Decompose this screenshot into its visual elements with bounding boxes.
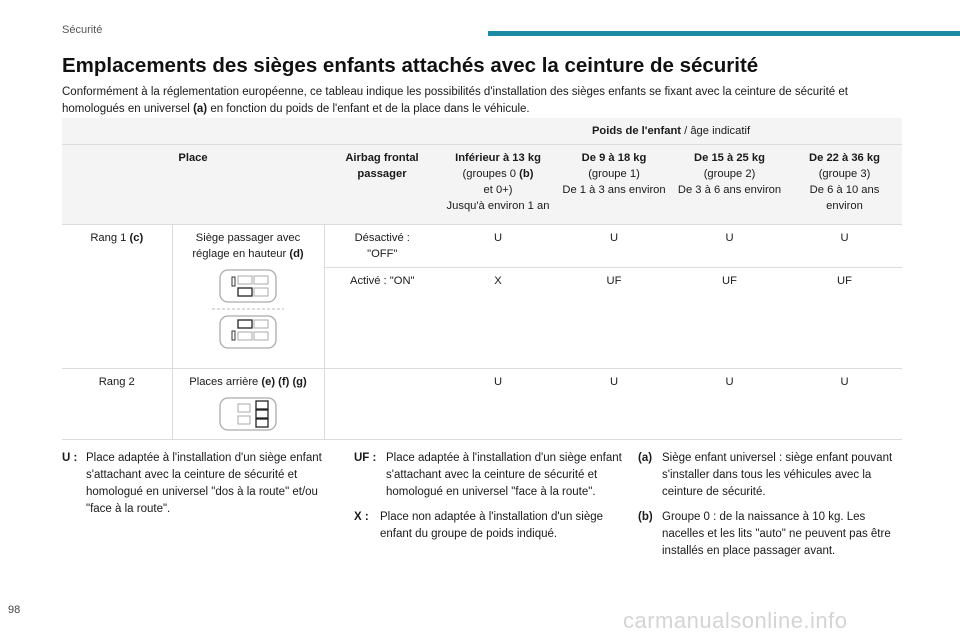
rear-seats-car-icon [210,396,286,434]
row2-place [172,369,324,440]
page-title: Emplacements des sièges enfants attachés avec la ceinture de sécurité [62,54,759,77]
watermark: carmanualsonline.info [623,608,848,633]
legend-x-key: X : [354,511,369,523]
col-g0-groups-2: et 0+) [483,184,513,196]
col-airbag: Airbag frontal passager [324,145,440,225]
row2-place-ref: (e) (f) (g) [261,376,307,388]
col-group-2 [672,145,787,225]
col-g0-weight: Inférieur à 13 kg [455,152,541,164]
row2-g3: U [787,369,902,440]
weight-header-rest: / âge indicatif [681,125,751,137]
row1-on-g1: UF [556,268,672,369]
col-g1-weight: De 9 à 18 kg [581,152,647,164]
row1-airbag-on: Activé : "ON" [324,268,440,369]
row1-rank-ref: (c) [129,232,144,244]
col-g0-ref: (b) [519,168,534,180]
row2-g0: U [440,369,556,440]
col-g0-groups [444,166,552,182]
row2-airbag-empty [324,369,440,440]
row1-off-g2: U [672,225,787,268]
legend-b-key: (b) [638,511,653,523]
legend-x [354,509,624,543]
legend-uf-key: UF : [354,452,377,464]
accent-bar [488,31,960,36]
col-g3-weight: De 22 à 36 kg [809,152,880,164]
section-title: Sécurité [62,24,103,36]
legend-a [638,450,902,501]
legend-col-1 [62,450,340,526]
row1-rank-text: Rang 1 [90,232,130,244]
row1-on-g3: UF [787,268,902,369]
child-seat-table [62,118,902,440]
legend-col-3 [638,450,902,568]
col-g1-group: (groupe 1) [588,168,640,180]
row1-off-g0: U [440,225,556,268]
intro-text: Conformément à la réglementation européenne, ce tableau indique les possibilités d'installation des sièges enfants se fixant avec la ceinture de sécurité et homologués en universel [62,86,848,115]
row2-place-label [177,374,320,390]
legend-uf-text: Place adaptée à l'installation d'un siège enfant s'attachant avec la ceinture de sécurité et homologué en universel "face à la route". [386,452,622,498]
col-g3-age: De 6 à 10 ans environ [809,184,880,212]
intro-ref: (a) [193,103,208,115]
legend-b-text: Groupe 0 : de la naissance à 10 kg. Les nacelles et les lits "auto" ne peuvent pas être installés en place passager avant. [662,511,891,557]
page-number: 98 [8,604,21,616]
legend-x-text: Place non adaptée à l'installation d'un siège enfant du groupe de poids indiqué. [380,511,604,540]
col-g2-group: (groupe 2) [703,168,756,180]
legend-a-text: Siège enfant universel : siège enfant pouvant s'installer dans tous les véhicules avec la ceinture de sécurité. [662,452,893,498]
col-group-0 [440,145,556,225]
weight-header [440,118,902,145]
front-seat-car-icon [210,268,286,354]
col-group-3 [787,145,902,225]
intro-text-end: en fonction du poids de l'enfant et de la place dans le véhicule. [207,103,530,115]
weight-header-bold: Poids de l'enfant [591,125,682,137]
legend-u-text: Place adaptée à l'installation d'un siège enfant s'attachant avec la ceinture de sécurité et homologué en universel "dos à la route" et/ou "face à la route". [86,452,322,515]
legend-col-2 [354,450,624,551]
col-g2-weight: De 15 à 25 kg [694,152,765,164]
row1-rank [62,225,172,369]
row1-off-g1: U [556,225,672,268]
row2-g1: U [556,369,672,440]
col-g3-group: (groupe 3) [818,168,871,180]
row1-place-text: Siège passager avec réglage en hauteur [192,232,301,260]
col-g0-groups-text: (groupes 0 [462,168,520,180]
row2-place-text: Places arrière [189,376,262,388]
legend-u [62,450,340,518]
col-group-1 [556,145,672,225]
col-g0-age: Jusqu'à environ 1 an [446,200,550,212]
intro-paragraph [62,84,912,118]
row1-on-g0: X [440,268,556,369]
row2-rank: Rang 2 [62,369,172,440]
legend-a-key: (a) [638,452,653,464]
row1-place-ref: (d) [289,248,304,260]
legend-uf [354,450,624,501]
row1-place [172,225,324,369]
row1-place-label [177,230,320,262]
col-g2-age: De 3 à 6 ans environ [677,184,782,196]
legend-u-key: U : [62,452,78,464]
row1-on-g2: UF [672,268,787,369]
legend-b [638,509,902,560]
row1-off-g3: U [787,225,902,268]
row1-airbag-off: Désactivé : "OFF" [324,225,440,268]
col-g1-age: De 1 à 3 ans environ [562,184,666,196]
header-empty [62,118,440,145]
row2-g2: U [672,369,787,440]
col-place: Place [62,145,324,225]
